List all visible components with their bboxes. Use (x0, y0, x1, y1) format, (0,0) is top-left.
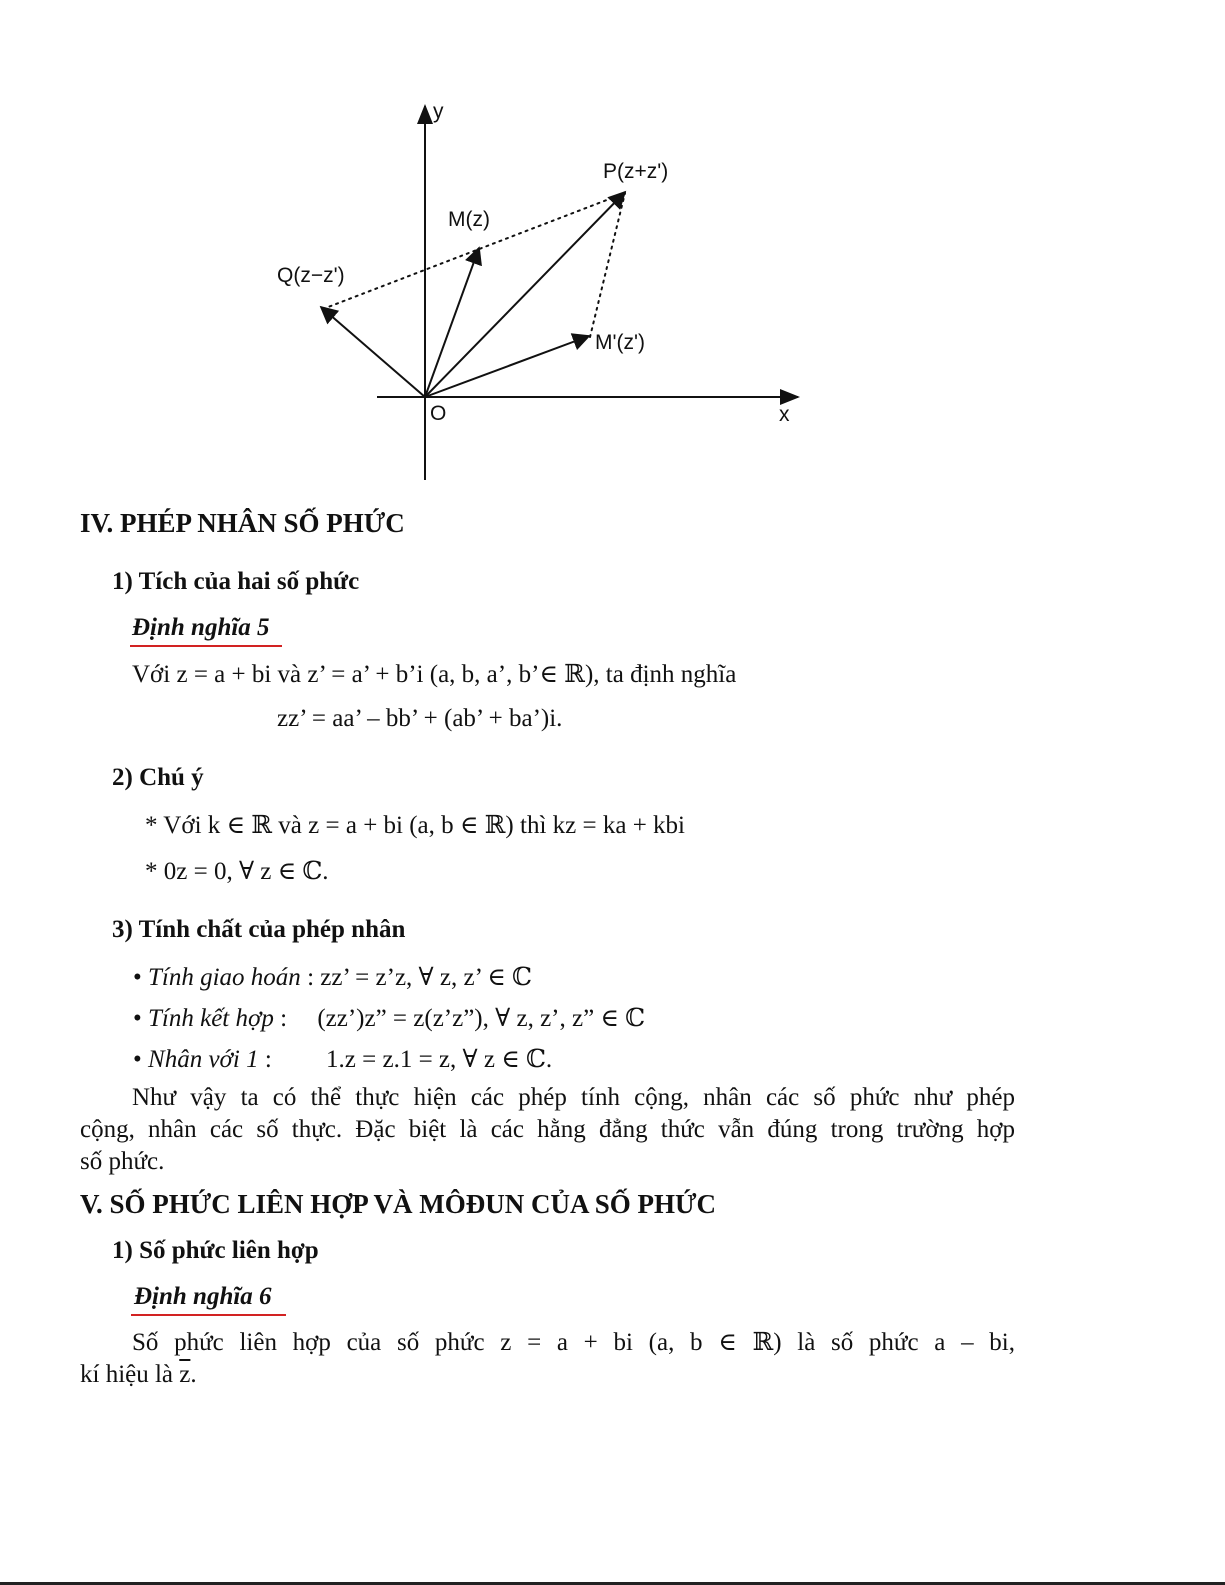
property-name: Tính giao hoán (148, 964, 301, 991)
definition-6-line-2-prefix: kí hiệu là (80, 1361, 180, 1388)
section-iv-title: IV. PHÉP NHÂN SỐ PHỨC (80, 508, 405, 538)
definition-6-paragraph (80, 1327, 1015, 1391)
definition-5-label: Định nghĩa 5 (132, 614, 270, 641)
vector-om (425, 248, 479, 397)
bullet: • (133, 1046, 142, 1073)
definition-5-text: Với z = a + bi và z’ = a’ + b’i (a, b, a’, b’∈ ℝ), ta định nghĩa (132, 661, 737, 688)
conjugate-symbol: $\overline{z}$ (179, 1361, 191, 1388)
vector-om-prime (425, 336, 589, 397)
complex-plane-figure (0, 0, 1225, 500)
property-sep: : (307, 964, 315, 991)
property-formula: 1.z = z.1 = z, ∀ z ∈ ℂ. (326, 1046, 553, 1073)
paragraph-line-1: Như vậy ta có thể thực hiện các phép tính cộng, nhân các số phức như phép (132, 1084, 1015, 1111)
section-v-title: V. SỐ PHỨC LIÊN HỢP VÀ MÔĐUN CỦA SỐ PHỨC (80, 1189, 717, 1219)
point-m-label: M(z) (448, 208, 490, 231)
vector-oq (321, 307, 425, 397)
point-p-label: P(z+z') (603, 160, 669, 183)
section-v-heading-1: 1) Số phức liên hợp (112, 1237, 319, 1264)
section-iv-heading-1: 1) Tích của hai số phức (112, 568, 360, 595)
property-name: Tính kết hợp (148, 1005, 274, 1032)
section-iv-heading-2: 2) Chú ý (112, 764, 204, 791)
axis-y-label: y (433, 100, 444, 123)
multiplication-paragraph (80, 1082, 1015, 1178)
property-formula: (zz’)z” = z(z’z”), ∀ z, z’, z” ∈ ℂ (317, 1005, 646, 1032)
definition-6-line-2-suffix: . (190, 1361, 197, 1388)
definition-6-line-2 (80, 1359, 1015, 1391)
definition-6-underline (131, 1314, 286, 1316)
definition-5-underline (130, 645, 282, 647)
property-identity (133, 1044, 552, 1074)
bullet: • (133, 964, 142, 991)
bullet: • (133, 1005, 142, 1032)
property-sep: : (264, 1046, 272, 1073)
definition-6-label: Định nghĩa 6 (134, 1283, 272, 1310)
product-formula: zz’ = aa’ – bb’ + (ab’ + ba’)i. (277, 705, 563, 732)
section-iv-heading-3: 3) Tính chất của phép nhân (112, 916, 406, 943)
origin-label: O (430, 402, 447, 425)
point-q-label: Q(z−z') (277, 264, 345, 287)
paragraph-line-3: số phức. (80, 1148, 165, 1175)
property-formula: zz’ = z’z, ∀ z, z’ ∈ ℂ (320, 964, 532, 991)
note-1: * Với k ∈ ℝ và z = a + bi (a, b ∈ ℝ) thì kz = ka + kbi (145, 812, 685, 839)
property-sep: : (280, 1005, 288, 1032)
property-name: Nhân với 1 (148, 1046, 259, 1073)
paragraph-line-2: cộng, nhân các số thực. Đặc biệt là các hằng đẳng thức vẫn đúng trong trường hợp (80, 1116, 1015, 1143)
property-commutative (133, 962, 532, 992)
note-2: * 0z = 0, ∀ z ∈ ℂ. (145, 858, 329, 885)
dotted-m-prime-p (590, 193, 625, 337)
definition-6-line-1: Số phức liên hợp của số phức z = a + bi (a, b ∈ ℝ) là số phức a – bi, (132, 1329, 1015, 1356)
point-m-prime-label: M'(z') (595, 331, 645, 354)
axis-x-label: x (779, 403, 790, 426)
property-associative (133, 1003, 645, 1033)
